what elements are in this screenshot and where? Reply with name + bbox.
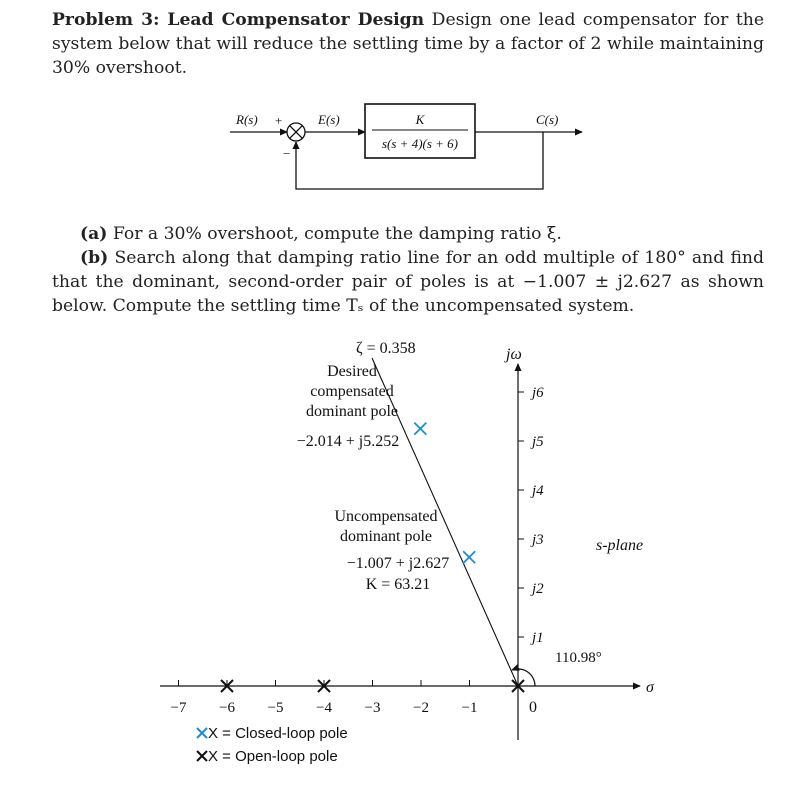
y-tick-label: j6	[532, 385, 544, 401]
root-locus-plot	[160, 340, 655, 765]
x-tick-label: −4	[316, 700, 332, 716]
uncompensated-pole-marker	[463, 551, 475, 563]
uncomp-pole-value: −1.007 + j2.627	[346, 555, 450, 572]
desired-line3: dominant pole	[306, 403, 398, 420]
error-label: E(s)	[318, 112, 340, 127]
summing-junction	[287, 123, 305, 141]
x-tick-label: −2	[413, 700, 429, 716]
question-b-text: Search along that damping ratio line for an odd multiple of 180° and find that the dominant, second-order pair of poles is at −1.007 ± j2.627 as shown below. Compute the settling time Tₛ of the uncompensated system.	[52, 248, 764, 316]
uncompensated-pole-annotation	[334, 508, 449, 593]
questions	[52, 222, 764, 318]
zeta-label: ζ = 0.358	[356, 340, 416, 357]
legend-open-marker	[197, 751, 207, 761]
x-tick-label: −1	[461, 700, 478, 716]
y-tick-label: j2	[532, 581, 544, 597]
y-tick-label: j1	[532, 630, 544, 646]
legend	[208, 725, 348, 765]
block-diagram	[230, 104, 582, 189]
question-b-label: (b)	[80, 248, 109, 268]
output-label: C(s)	[536, 112, 559, 127]
origin-label: 0	[529, 699, 537, 716]
imag-axis-label: jω	[506, 346, 522, 363]
desired-pole-marker	[414, 423, 426, 435]
x-tick-label: −6	[219, 700, 235, 716]
real-axis-label: σ	[646, 679, 654, 696]
question-a-text: For a 30% overshoot, compute the damping ratio ξ.	[107, 224, 562, 244]
x-tick-label: −3	[364, 700, 381, 716]
problem-intro: Design one lead compensator for the system below that will reduce the settling time by a factor of 2 while maintaining 30% overshoot.	[52, 10, 764, 78]
uncomp-gain: K = 63.21	[365, 576, 431, 593]
plant-denominator: s(s + 4)(s + 6)	[381, 136, 459, 151]
input-label: R(s)	[236, 112, 258, 127]
plant-numerator: K	[415, 112, 425, 127]
desired-line2: compensated	[310, 383, 394, 400]
plus-sign: +	[275, 113, 283, 128]
question-a	[52, 222, 764, 246]
s-plane-label: s-plane	[596, 537, 644, 554]
y-ticks	[518, 385, 544, 646]
uncomp-line2: dominant pole	[340, 528, 432, 545]
question-a-label: (a)	[80, 224, 108, 244]
x-tick-label: −7	[170, 700, 187, 716]
y-tick-label: j3	[532, 532, 544, 548]
angle-label: 110.98°	[555, 650, 602, 666]
legend-closed-loop: X = Closed-loop pole	[208, 725, 348, 742]
minus-sign: −	[283, 146, 291, 161]
desired-pole-value: −2.014 + j5.252	[296, 433, 400, 450]
desired-line1: Desired	[327, 363, 377, 380]
desired-pole-annotation	[297, 363, 400, 450]
y-tick-label: j4	[532, 483, 544, 499]
legend-open-loop: X = Open-loop pole	[208, 748, 338, 765]
y-tick-label: j5	[532, 434, 544, 450]
problem-heading: Problem 3: Lead Compensator Design	[52, 10, 425, 30]
x-tick-label: −5	[267, 700, 284, 716]
uncomp-line1: Uncompensated	[334, 508, 438, 525]
question-b	[52, 246, 764, 318]
legend-closed-marker	[197, 728, 207, 738]
